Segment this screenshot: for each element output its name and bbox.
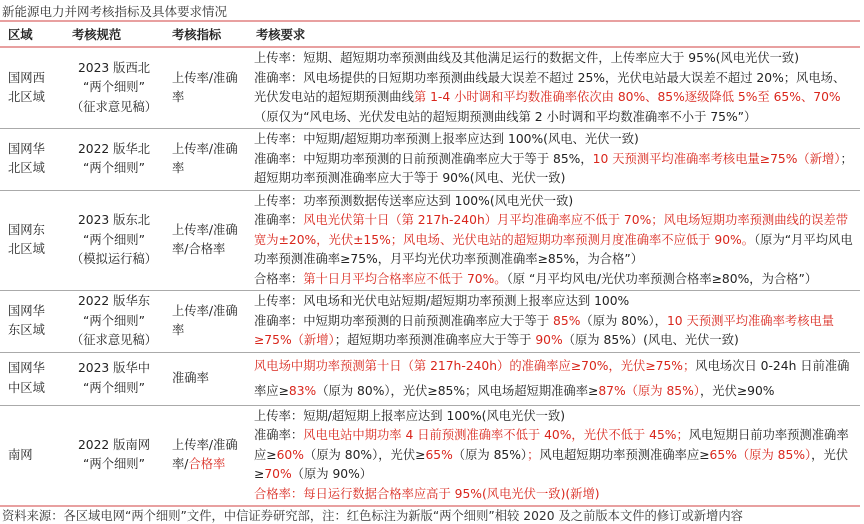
requirement-text: （原为 80%），光伏≥ xyxy=(303,447,426,462)
requirement-text: 准确率：风电场提供的日短期功率预测曲线最大误差不超过 25%，光伏电站最大误差不超过 20%；风电场、光伏发电站的超短期预测曲线 xyxy=(254,70,846,104)
requirement-text: 准确率：中短期功率预测的日前预测准确率应大于等于 xyxy=(254,313,554,328)
spec-text: “两个细则” xyxy=(83,380,145,395)
requirement-text: 上传率：功率预测数据传送率应达到 100%(风电光伏一致) xyxy=(254,193,574,208)
spec-text: “两个细则” xyxy=(83,80,145,95)
spec-cell xyxy=(64,190,164,291)
region-text: 国网华 xyxy=(8,361,45,375)
metric-cell xyxy=(164,129,248,191)
requirement-cell xyxy=(248,47,860,129)
requirement-text: ，光伏≥ xyxy=(254,447,849,481)
requirement-text: 准确率： xyxy=(254,213,304,227)
requirement-paragraph xyxy=(254,130,856,150)
spec-text: 2023 版华中 xyxy=(77,361,151,375)
requirement-text: 准确率： xyxy=(254,428,304,442)
region-text: 南网 xyxy=(8,447,33,462)
spec-cell xyxy=(64,405,164,506)
revised-text: 65% xyxy=(425,447,453,462)
region-text: 国网华 xyxy=(8,141,45,156)
table-header-row xyxy=(0,21,860,47)
requirement-cell xyxy=(248,405,860,506)
region-text: 国网东 xyxy=(8,222,45,237)
requirement-text: 风电短期日前功率预测准确率应≥ xyxy=(254,428,849,462)
header-spec: 考核规范 xyxy=(64,21,164,47)
region-cell xyxy=(0,47,64,129)
requirement-text: （原为 90%） xyxy=(291,467,373,481)
requirement-text: （原为“月平均风电功率预测准确率≥75%，月平均光伏功率预测准确率≥85%，为合格”） xyxy=(254,232,853,266)
revised-text: 87%（原为 85%） xyxy=(598,383,700,398)
requirement-paragraph xyxy=(254,150,856,189)
metric-cell xyxy=(164,352,248,405)
revised-text: 风电场中期功率预测第十日（第 217h-240h）的准确率应≥70%，光伏≥75%； xyxy=(254,358,696,373)
requirement-text: ；超短期功率预测准确率应大于等于 90%(风电、光伏一致) xyxy=(254,151,853,185)
spec-text: 2023 版西北 xyxy=(77,60,151,75)
region-text: 北区域 xyxy=(8,90,45,104)
revised-text: 90% xyxy=(535,333,563,347)
region-text: 东区域 xyxy=(8,323,45,338)
region-text: 中区域 xyxy=(8,380,45,395)
revised-text: 83% xyxy=(288,383,317,398)
requirement-paragraph xyxy=(254,270,856,290)
assessment-table xyxy=(0,20,860,507)
region-cell xyxy=(0,405,64,506)
source-note: 资料来源：各区域电网“两个细则”文件，中信证券研究部，注：红色标注为新版“两个细则”相较 2020 及之前版本文件的修订或新增内容 xyxy=(2,509,743,523)
metric-cell xyxy=(164,291,248,353)
region-cell xyxy=(0,190,64,291)
metric-text: 上传率/准确率 xyxy=(172,141,238,176)
metric-cell xyxy=(164,190,248,291)
table-row xyxy=(0,129,860,191)
requirement-cell xyxy=(248,291,860,353)
requirement-text: 上传率：风电场和光伏电站短期/超短期功率预测上报率应达到 100% xyxy=(254,294,630,308)
revised-text: 风电光伏第十日（第 217h-240h）月平均准确率应不低于 70%；风电场短期功率预测曲线的误差带宽为±20%，光伏±15%；风电场、光伏电站的超短期功率预测月度准确率不应低于 90%。 xyxy=(254,213,849,247)
requirement-paragraph xyxy=(254,49,856,69)
spec-text: （征求意见稿） xyxy=(70,333,158,347)
requirement-text: 上传率：短期、超短期功率预测曲线及其他满足运行的数据文件，上传率应大于 95%(风电光伏一致) xyxy=(254,51,800,65)
revised-text: 65%（原为 85%） xyxy=(709,447,812,462)
requirement-text: 准确率：中短期功率预测的日前预测准确率应大于等于 85%， xyxy=(254,151,593,166)
requirement-paragraph xyxy=(254,211,856,270)
metric-text: 合格率 xyxy=(188,457,226,472)
metric-text: 上传率/准确率 xyxy=(172,70,238,104)
spec-cell xyxy=(64,291,164,353)
requirement-cell xyxy=(248,129,860,191)
requirement-text: 风电场次日 0-24h 日前准确率应≥ xyxy=(254,358,850,398)
requirement-text: （原仅为“风电场、光伏发电站的超短期预测曲线第 2 小时调和平均数准确率不小于 75%”） xyxy=(254,109,757,124)
requirement-text: 风电超短期功率预测准确率应≥ xyxy=(539,447,710,462)
region-text: 国网华 xyxy=(8,303,45,318)
revised-text: 第十日月平均合格率应不低于 70%。 xyxy=(303,271,507,286)
spec-text: 2022 版华东 xyxy=(77,294,151,308)
revised-text: 第 1-4 小时调和平均数准确率依次由 80%、85%逐级降低 5%至 65%、70% xyxy=(413,90,841,104)
region-text: 国网西 xyxy=(8,70,45,85)
metric-cell xyxy=(164,405,248,506)
requirement-cell xyxy=(248,352,860,405)
table-row xyxy=(0,190,860,291)
spec-cell xyxy=(64,129,164,191)
revised-text: ； xyxy=(527,447,540,462)
spec-text: （模拟运行稿） xyxy=(70,252,158,266)
table-row xyxy=(0,291,860,353)
header-requirement: 考核要求 xyxy=(248,21,860,47)
requirement-text: （原为 85%） xyxy=(452,447,528,462)
requirement-paragraph xyxy=(254,485,856,505)
spec-text: 2023 版东北 xyxy=(77,213,151,227)
region-text: 北区域 xyxy=(8,242,45,257)
requirement-cell xyxy=(248,190,860,291)
requirement-paragraph xyxy=(254,426,856,485)
requirement-text: 上传率：短期/超短期上报率应达到 100%(风电光伏一致) xyxy=(254,408,566,423)
spec-cell xyxy=(64,352,164,405)
spec-text: 2022 版华北 xyxy=(77,141,151,156)
spec-cell xyxy=(64,47,164,129)
spec-text: “两个细则” xyxy=(83,457,145,472)
table-row xyxy=(0,405,860,506)
metric-text: 准确率 xyxy=(172,370,209,385)
requirement-text: ；超短期功率预测准确率应大于等于 xyxy=(334,333,536,347)
requirement-paragraph xyxy=(254,192,856,212)
requirement-text: 合格率： xyxy=(254,271,304,286)
requirement-paragraph xyxy=(254,69,856,128)
revised-text: 10 天预测平均准确率考核电量≥75%（新增） xyxy=(254,313,835,347)
metric-text: 上传率/准确率/合格率 xyxy=(172,222,238,257)
header-metric: 考核指标 xyxy=(164,21,248,47)
revised-text: 合格率：每日运行数据合格率应高于 95%(风电光伏一致)(新增) xyxy=(254,486,600,501)
revised-text: 85% xyxy=(553,313,581,328)
spec-text: 2022 版南网 xyxy=(77,437,151,452)
region-cell xyxy=(0,352,64,405)
requirement-paragraph xyxy=(254,354,856,404)
region-cell xyxy=(0,291,64,353)
revised-text: 10 天预测平均准确率考核电量≥75%（新增） xyxy=(592,151,841,166)
header-region: 区域 xyxy=(0,21,64,47)
metric-cell xyxy=(164,47,248,129)
metric-text: 上传率/准确率/ xyxy=(172,437,238,472)
revised-text: 60% xyxy=(276,447,304,462)
region-cell xyxy=(0,129,64,191)
table-title: 新能源电力并网考核指标及具体要求情况 xyxy=(2,4,228,19)
requirement-paragraph xyxy=(254,407,856,427)
requirement-text: （原为 80%），光伏≥85%；风电场超短期准确率≥ xyxy=(316,383,599,398)
spec-text: “两个细则” xyxy=(83,232,145,247)
requirement-text: （原为 80%）， xyxy=(580,313,667,328)
table-row xyxy=(0,47,860,129)
requirement-text: ，光伏≥90% xyxy=(699,383,775,398)
table-row xyxy=(0,352,860,405)
spec-text: （征求意见稿） xyxy=(70,99,158,114)
requirement-text: （原为 85%）(风电、光伏一致) xyxy=(562,333,739,347)
requirement-paragraph xyxy=(254,312,856,351)
revised-text: 风电电站中期功率 4 日前预测准确率不低于 40%，光伏不低于 45%； xyxy=(303,428,689,442)
region-text: 北区域 xyxy=(8,161,45,176)
spec-text: “两个细则” xyxy=(83,313,145,328)
revised-text: 70% xyxy=(264,467,292,481)
spec-text: “两个细则” xyxy=(83,161,145,176)
requirement-text: 上传率：中短期/超短期功率预测上报率应达到 100%(风电、光伏一致) xyxy=(254,132,639,146)
requirement-text: （原 “月平均风电/光伏功率预测合格率≥80%，为合格”） xyxy=(506,271,818,286)
requirement-paragraph xyxy=(254,292,856,312)
metric-text: 上传率/准确率 xyxy=(172,303,238,338)
